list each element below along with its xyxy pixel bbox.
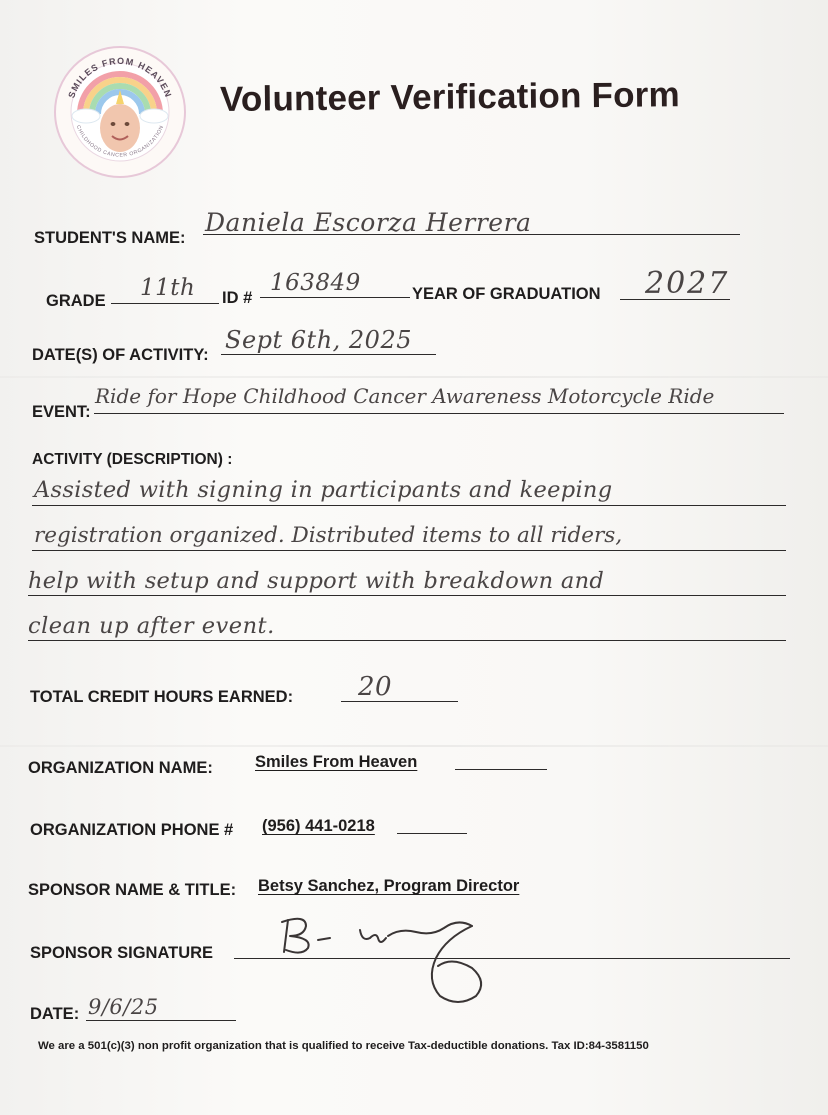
organization-phone-value: (956) 441-0218 xyxy=(262,817,375,835)
sponsor-signature-drawing xyxy=(276,908,496,1012)
activity-line xyxy=(28,640,786,641)
sponsor-name-title-value: Betsy Sanchez, Program Director xyxy=(258,877,520,895)
sponsor-signature-label: SPONSOR SIGNATURE xyxy=(30,944,214,962)
dates-of-activity-line xyxy=(221,354,436,355)
id-label: ID # xyxy=(222,289,253,307)
activity-description-label: ACTIVITY (DESCRIPTION) : xyxy=(32,451,233,468)
organization-phone-line xyxy=(397,833,467,834)
organization-phone-label: ORGANIZATION PHONE # xyxy=(30,821,234,839)
activity-line xyxy=(32,550,786,551)
smiles-from-heaven-logo xyxy=(52,44,188,180)
total-credit-hours-field[interactable]: 20 xyxy=(358,672,393,702)
activity-line xyxy=(28,595,786,596)
dates-of-activity-label: DATE(S) OF ACTIVITY: xyxy=(32,346,209,364)
grade-label: GRADE xyxy=(46,292,106,310)
event-line xyxy=(94,413,784,414)
student-name-label: STUDENT'S NAME: xyxy=(34,229,186,247)
grade-field[interactable]: 11th xyxy=(140,275,196,301)
activity-description-text[interactable]: Assisted with signing in participants and keeping xyxy=(34,477,613,503)
paper-fold-line xyxy=(0,745,828,747)
activity-description-text[interactable]: registration organized. Distributed items to all riders, xyxy=(34,523,623,548)
organization-name-label: ORGANIZATION NAME: xyxy=(28,759,213,777)
activity-description-text[interactable]: clean up after event. xyxy=(28,613,275,639)
activity-line xyxy=(32,505,786,506)
student-name-field[interactable]: Daniela Escorza Herrera xyxy=(205,208,532,237)
activity-description-text[interactable]: help with setup and support with breakdown and xyxy=(28,568,605,594)
id-field[interactable]: 163849 xyxy=(270,270,361,296)
year-of-graduation-field[interactable]: 2027 xyxy=(645,266,730,301)
year-of-graduation-label: YEAR OF GRADUATION xyxy=(412,285,601,303)
sponsor-name-title-label: SPONSOR NAME & TITLE: xyxy=(28,881,237,899)
date-field[interactable]: 9/6/25 xyxy=(88,995,159,1019)
organization-name-line xyxy=(455,769,547,770)
svg-text:CHILDHOOD CANCER ORGANIZATION: CHILDHOOD CANCER ORGANIZATION xyxy=(74,124,166,159)
form-title: Volunteer Verification Form xyxy=(219,75,681,119)
total-credit-hours-label: TOTAL CREDIT HOURS EARNED: xyxy=(30,688,294,706)
paper-fold-line xyxy=(0,376,828,378)
dates-of-activity-field[interactable]: Sept 6th, 2025 xyxy=(225,326,412,354)
date-line xyxy=(86,1020,236,1021)
grade-line xyxy=(111,303,219,304)
id-line xyxy=(260,297,410,298)
organization-name-value: Smiles From Heaven xyxy=(255,753,418,771)
nonprofit-footer-note: We are a 501(c)(3) non profit organization that is qualified to receive Tax-deductible donations. Tax ID:84-3581150 xyxy=(38,1040,649,1052)
svg-text:SMILES FROM HEAVEN: SMILES FROM HEAVEN xyxy=(66,55,174,100)
event-field[interactable]: Ride for Hope Childhood Cancer Awareness Motorcycle Ride xyxy=(95,384,715,408)
event-label: EVENT: xyxy=(32,403,91,421)
date-label: DATE: xyxy=(30,1005,80,1023)
